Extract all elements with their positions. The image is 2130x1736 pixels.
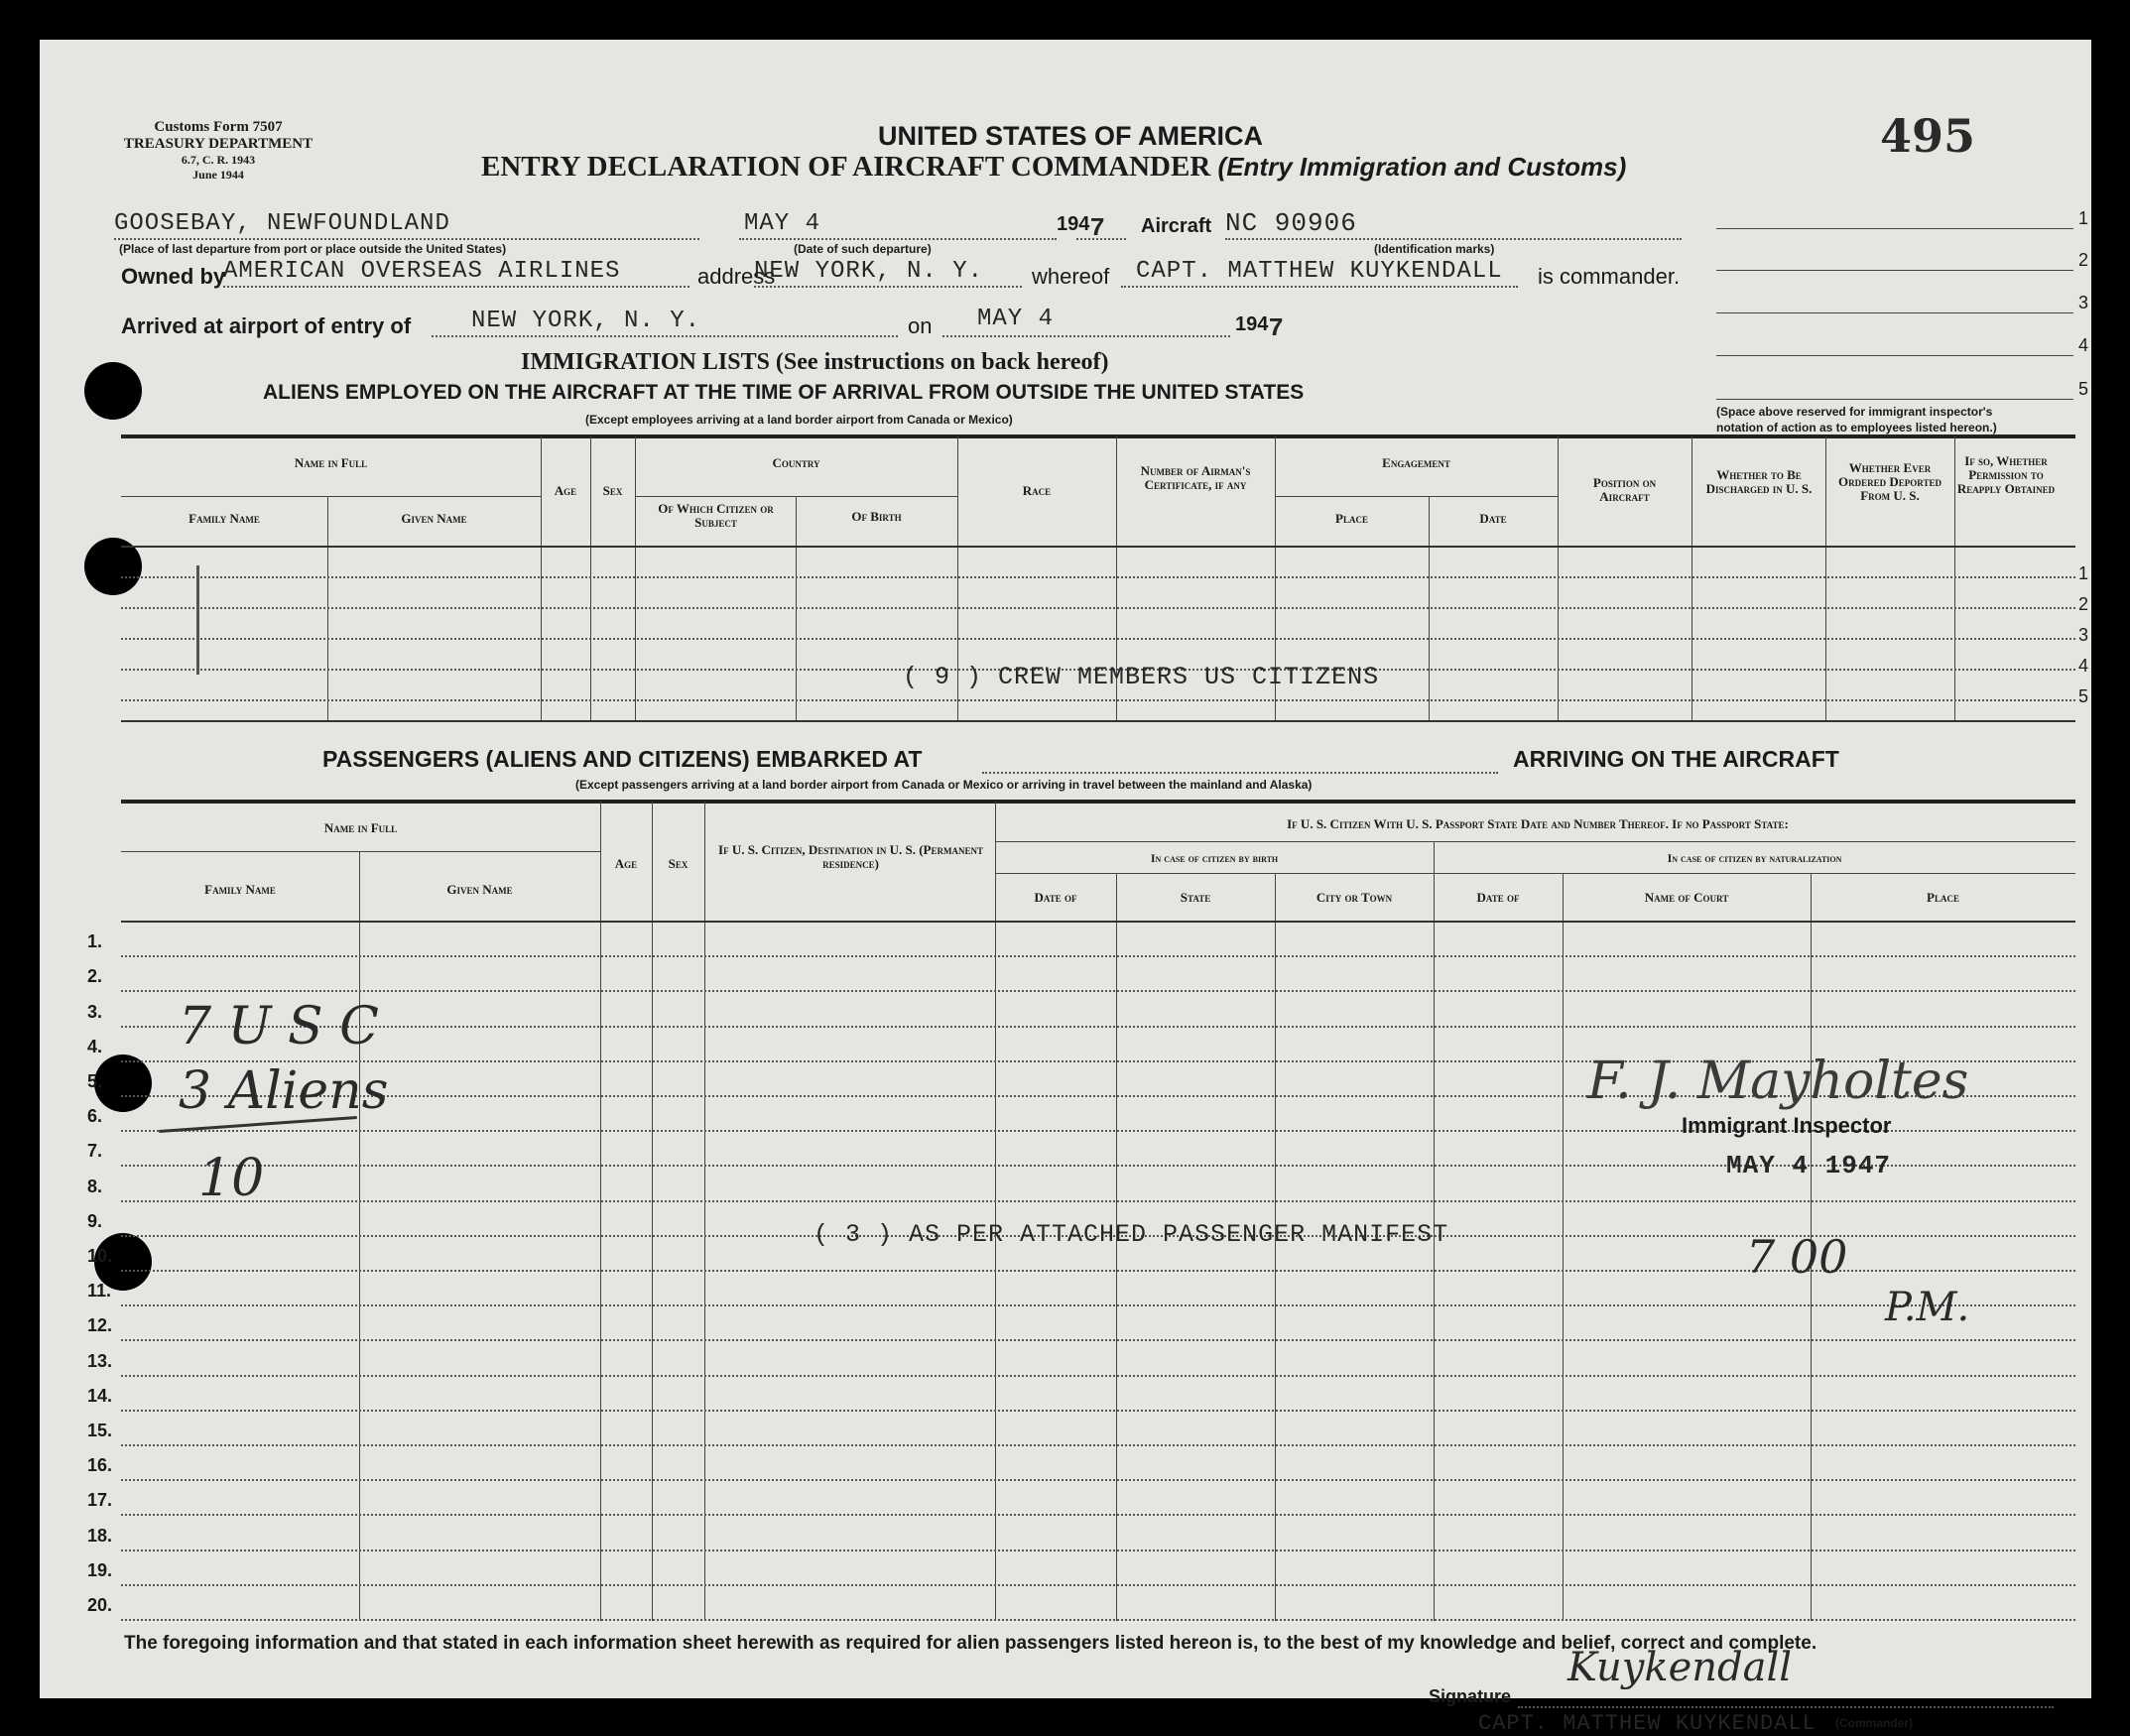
regulation: 6.7, C. R. 1943 [181, 153, 256, 167]
crew-col-age: Age [554, 483, 577, 498]
passenger-row-line [121, 1026, 2075, 1028]
arrival-on-label: on [908, 313, 933, 338]
inspector-line-number: 2 [2078, 250, 2089, 270]
crew-col-ever-deported: Whether Ever Ordered Deported From U. S. [1838, 460, 1942, 503]
commander-typed-name: CAPT. MATTHEW KUYKENDALL [1478, 1711, 1817, 1736]
signature-label: Signature [1429, 1686, 1512, 1706]
departure-place-caption: (Place of last departure from port or place outside the United States) [119, 242, 507, 256]
pax-col-destination: If U. S. Citizen, Destination in U. S. (Permanent residence) [718, 842, 983, 871]
is-commander-label: is commander. [1538, 264, 1681, 289]
passenger-row-line [121, 1200, 2075, 1202]
passenger-row-number: 20. [87, 1595, 113, 1615]
address-label: address [697, 264, 776, 289]
handwritten-arrival-time: 7 00 [1746, 1230, 1848, 1284]
owner: AMERICAN OVERSEAS AIRLINES [223, 258, 621, 285]
passenger-row-number: 1. [87, 931, 103, 952]
pax-col-birth-city: City or Town [1316, 890, 1393, 905]
crew-col-permission-to-reapply: If so, Whether Permission to Reapply Obtained [1956, 453, 2056, 496]
crew-row-number: 3 [2078, 625, 2089, 645]
immigration-caption: (Except employees arriving at a land border airport from Canada or Mexico) [585, 413, 1013, 427]
handwritten-total: 10 [198, 1149, 265, 1208]
passenger-row-line [121, 1304, 2075, 1306]
passenger-row-number: 14. [87, 1385, 113, 1406]
crew-row-number: 5 [2078, 686, 2089, 706]
certification-statement: The foregoing information and that stated in each information sheet herewith as required for alien passengers listed hereon is, to the best of my knowledge and belief, correct and complete. [124, 1633, 1817, 1654]
arrival-airport: NEW YORK, N. Y. [471, 308, 701, 334]
whereof-label: whereof [1032, 264, 1110, 289]
country-title: UNITED STATES OF AMERICA [878, 121, 1263, 151]
immigration-subheading: ALIENS EMPLOYED ON THE AIRCRAFT AT THE TIME OF ARRIVAL FROM OUTSIDE THE UNITED STATES [263, 381, 1305, 404]
arrival-year-suffix: 7 [1268, 313, 1285, 343]
form-date: June 1944 [192, 168, 244, 182]
department: TREASURY DEPARTMENT [123, 136, 313, 152]
commander-signature: Kuykendall [1567, 1645, 1793, 1690]
form-title [481, 151, 1626, 184]
declaration-form [40, 40, 2091, 1736]
form-title-main: ENTRY DECLARATION OF AIRCRAFT COMMANDER [481, 151, 1211, 183]
crew-col-engagement: Engagement [1382, 455, 1450, 470]
crew-col-citizen-of: Of Which Citizen or Subject [658, 501, 774, 530]
passenger-row-number: 16. [87, 1455, 113, 1476]
passenger-row-number: 19. [87, 1559, 113, 1580]
passenger-row-line [121, 1410, 2075, 1412]
handwritten-pm: P.M. [1885, 1285, 1970, 1330]
inspector-line-number: 4 [2078, 335, 2089, 355]
passenger-row-number: 9. [87, 1210, 103, 1231]
pax-col-birth-state: State [1180, 890, 1211, 905]
inspector-stamp-date: MAY 4 1947 [1726, 1151, 1892, 1180]
crew-col-name-in-full: Name in Full [294, 455, 368, 470]
crew-note: ( 9 ) CREW MEMBERS US CITIZENS [903, 663, 1380, 691]
departure-year-prefix: 194 [1057, 213, 1090, 235]
handwritten-aliens-count: 3 Aliens [179, 1061, 389, 1121]
pax-col-citizen-by-birth: In case of citizen by birth [1150, 851, 1279, 865]
form-title-sub: (Entry Immigration and Customs) [1217, 152, 1627, 182]
crew-col-family-name: Family Name [188, 511, 260, 526]
inspector-line-number: 5 [2078, 379, 2089, 399]
arrival-label: Arrived at airport of entry of [121, 313, 412, 338]
passenger-row-line [121, 990, 2075, 992]
crew-col-position: Position on Aircraft [1592, 475, 1657, 504]
crew-row-number: 4 [2078, 656, 2089, 676]
inspector-line-number: 1 [2078, 208, 2089, 228]
passenger-row-number: 4. [87, 1036, 103, 1056]
inspector-signature: F. J. Mayholtes [1587, 1052, 1969, 1111]
departure-place: GOOSEBAY, NEWFOUNDLAND [114, 210, 450, 237]
crew-col-to-be-discharged: Whether to Be Discharged in U. S. [1705, 467, 1813, 496]
passenger-row-number: 6. [87, 1106, 103, 1127]
passenger-row-number: 18. [87, 1525, 113, 1546]
passengers-heading-right: ARRIVING ON THE AIRCRAFT [1513, 746, 1839, 772]
handwritten-usc-count: 7 U S C [179, 997, 379, 1056]
passenger-row-number: 12. [87, 1315, 113, 1336]
crew-col-engagement-date: Date [1479, 511, 1507, 526]
owned-by-label: Owned by [121, 264, 226, 289]
passenger-row-number: 3. [87, 1001, 103, 1022]
pax-col-family-name: Family Name [204, 882, 276, 897]
aircraft-id: NC 90906 [1225, 208, 1357, 238]
passenger-row-line [121, 1479, 2075, 1481]
arrival-year-prefix: 194 [1235, 313, 1269, 335]
crew-col-sex: Sex [602, 483, 623, 498]
passenger-row-line [121, 1619, 2075, 1621]
pax-col-age: Age [614, 856, 638, 871]
passengers-heading: PASSENGERS (ALIENS AND CITIZENS) EMBARKED AT [322, 746, 923, 772]
crew-col-country-of-birth: Of Birth [851, 509, 902, 524]
inspector-caption: notation of action as to employees listed hereon.) [1716, 421, 1997, 434]
passenger-row-line [121, 1339, 2075, 1341]
passenger-row-number: 5. [87, 1071, 103, 1091]
commander: CAPT. MATTHEW KUYKENDALL [1136, 258, 1503, 285]
punch-hole [94, 1054, 152, 1112]
pax-col-sex: Sex [668, 856, 689, 871]
passenger-row-number: 11. [87, 1281, 112, 1302]
form-identifier [119, 119, 317, 183]
immigration-heading: IMMIGRATION LISTS (See instructions on back hereof) [521, 349, 1109, 375]
arrival-year [1235, 313, 1285, 343]
passenger-row-line [121, 1550, 2075, 1551]
pax-col-court-name: Name of Court [1644, 890, 1729, 905]
crew-row-number: 2 [2078, 594, 2089, 614]
departure-date-caption: (Date of such departure) [794, 242, 932, 256]
pax-col-passport: If U. S. Citizen With U. S. Passport State Date and Number Thereof. If no Passport State: [1287, 816, 1789, 831]
inspector-line-number: 3 [2078, 293, 2089, 312]
aircraft-caption: (Identification marks) [1374, 242, 1495, 256]
commander-caption: (Commander) [1835, 1716, 1914, 1730]
passenger-row-number: 15. [87, 1421, 113, 1440]
passenger-row-line [121, 1375, 2075, 1377]
passenger-row-number: 13. [87, 1350, 113, 1371]
owner-address: NEW YORK, N. Y. [754, 258, 984, 285]
pax-col-naturalization-date: Date of [1476, 890, 1520, 905]
punch-hole [84, 362, 142, 420]
departure-year-suffix: 7 [1089, 213, 1106, 243]
inspector-caption: (Space above reserved for immigrant inspector's [1716, 405, 1993, 419]
crew-col-race: Race [1022, 483, 1052, 498]
passenger-row-number: 2. [87, 966, 103, 987]
departure-date: MAY 4 [744, 210, 821, 237]
handwritten-mark [196, 565, 199, 675]
crew-row-number: 1 [2078, 563, 2089, 583]
aircraft-label: Aircraft [1141, 215, 1212, 237]
passenger-row-number: 10. [87, 1246, 113, 1266]
passenger-row-line [121, 955, 2075, 957]
crew-col-country: Country [772, 455, 820, 470]
passenger-row-line [121, 1514, 2075, 1516]
form-number: Customs Form 7507 [154, 119, 283, 135]
pax-col-name-in-full: Name in Full [323, 820, 398, 835]
passenger-row-number: 8. [87, 1176, 103, 1196]
passengers-caption: (Except passengers arriving at a land border airport from Canada or Mexico or arriving in travel between the mainland and Alaska) [575, 778, 1313, 792]
pax-col-given-name: Given Name [446, 882, 513, 897]
page-number: 495 [1880, 109, 1976, 163]
pax-col-naturalization-place: Place [1927, 890, 1959, 905]
passenger-row-number: 7. [87, 1141, 103, 1162]
passenger-row-line [121, 1584, 2075, 1586]
crew-col-airman-certificate: Number of Airman's Certificate, if any [1140, 463, 1251, 492]
crew-col-given-name: Given Name [401, 511, 467, 526]
arrival-date: MAY 4 [977, 306, 1055, 332]
crew-col-engagement-place: Place [1335, 511, 1368, 526]
inspector-stamp-title: Immigrant Inspector [1682, 1113, 1892, 1138]
pax-col-birth-date: Date of [1034, 890, 1077, 905]
manifest-note: ( 3 ) AS PER ATTACHED PASSENGER MANIFEST [814, 1220, 1449, 1249]
pax-col-citizen-by-naturalization: In case of citizen by naturalization [1667, 851, 1842, 865]
passenger-row-line [121, 1444, 2075, 1446]
passenger-row-number: 17. [87, 1490, 113, 1511]
